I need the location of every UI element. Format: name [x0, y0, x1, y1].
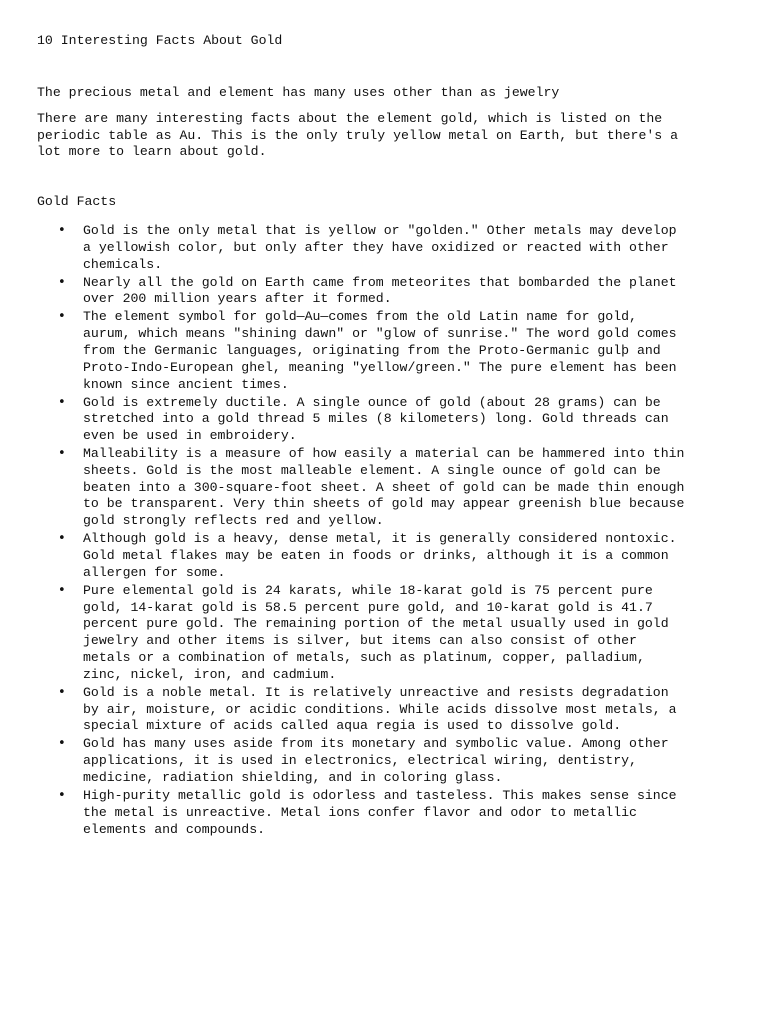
bullet-icon: •: [58, 222, 66, 238]
bullet-icon: •: [58, 274, 66, 290]
fact-text-line: the metal is unreactive. Metal ions confer flavor and odor to metallic: [83, 804, 637, 820]
fact-text-line: Malleability is a measure of how easily a material can be hammered into thin: [83, 446, 685, 462]
bullet-icon: •: [58, 582, 66, 598]
fact-text-line: metals or a combination of metals, such as platinum, copper, palladium,: [83, 650, 645, 666]
fact-list-item: [37, 309, 737, 393]
fact-text-line: Gold is a noble metal. It is relatively unreactive and resists degradation: [83, 684, 669, 700]
fact-text-line: medicine, radiation shielding, and in coloring glass.: [83, 769, 503, 785]
bullet-icon: •: [58, 684, 66, 700]
fact-text-line: chemicals.: [83, 256, 163, 272]
document-page: [37, 33, 737, 840]
fact-text-line: aurum, which means "shining dawn" or "glow of sunrise." The word gold comes: [83, 326, 677, 342]
fact-text-line: stretched into a gold thread 5 miles (8 kilometers) long. Gold threads can: [83, 411, 669, 427]
fact-list-item: [37, 275, 737, 309]
fact-text-line: known since ancient times.: [83, 376, 289, 392]
bullet-icon: •: [58, 309, 66, 325]
fact-text-line: zinc, nickel, iron, and cadmium.: [83, 666, 337, 682]
fact-text-line: even be used in embroidery.: [83, 428, 297, 444]
bullet-icon: •: [58, 531, 66, 547]
document-title: 10 Interesting Facts About Gold: [37, 33, 283, 48]
fact-text-line: Gold has many uses aside from its monetary and symbolic value. Among other: [83, 736, 669, 752]
fact-text-line: Although gold is a heavy, dense metal, it is generally considered nontoxic.: [83, 531, 677, 547]
fact-text-line: special mixture of acids called aqua regia is used to dissolve gold.: [83, 718, 622, 734]
fact-text-line: Gold metal flakes may be eaten in foods or drinks, although it is a common: [83, 548, 669, 564]
fact-list-item: [37, 395, 737, 445]
section-heading: Gold Facts: [37, 194, 117, 210]
fact-text-line: Proto-Indo-European ghel, meaning "yellow/green." The pure element has been: [83, 359, 677, 375]
fact-list-item: [37, 685, 737, 735]
intro-line: lot more to learn about gold.: [37, 144, 267, 160]
bullet-icon: •: [58, 787, 66, 803]
document-subtitle: The precious metal and element has many uses other than as jewelry: [37, 85, 560, 100]
fact-list-item: [37, 788, 737, 838]
fact-text-line: sheets. Gold is the most malleable element. A single ounce of gold can be: [83, 462, 661, 478]
intro-line: There are many interesting facts about the element gold, which is listed on the: [37, 110, 663, 126]
fact-text-line: Nearly all the gold on Earth came from meteorites that bombarded the planet: [83, 274, 677, 290]
fact-list-item: [37, 736, 737, 786]
fact-text-line: allergen for some.: [83, 564, 226, 580]
facts-list: [37, 223, 737, 838]
fact-text-line: jewelry and other items is silver, but items can also consist of other: [83, 633, 637, 649]
fact-text-line: Pure elemental gold is 24 karats, while 18-karat gold is 75 percent pure: [83, 582, 653, 598]
fact-text-line: a yellowish color, but only after they have oxidized or reacted with other: [83, 239, 669, 255]
fact-list-item: [37, 223, 737, 273]
fact-text-line: Gold is the only metal that is yellow or "golden." Other metals may develop: [83, 222, 677, 238]
intro-line: periodic table as Au. This is the only truly yellow metal on Earth, but there's a: [37, 127, 679, 143]
intro-paragraph: [37, 111, 737, 161]
fact-text-line: gold strongly reflects red and yellow.: [83, 513, 384, 529]
fact-text-line: The element symbol for gold—Au—comes from the old Latin name for gold,: [83, 309, 637, 325]
fact-text-line: from the Germanic languages, originating from the Proto-Germanic gulþ and: [83, 342, 661, 358]
fact-text-line: beaten into a 300-square-foot sheet. A sheet of gold can be made thin enough: [83, 479, 685, 495]
fact-text-line: over 200 million years after it formed.: [83, 291, 392, 307]
bullet-icon: •: [58, 736, 66, 752]
fact-text-line: percent pure gold. The remaining portion of the metal usually used in gold: [83, 616, 669, 632]
fact-list-item: [37, 531, 737, 581]
fact-text-line: Gold is extremely ductile. A single ounce of gold (about 28 grams) can be: [83, 394, 661, 410]
fact-text-line: to be transparent. Very thin sheets of gold may appear greenish blue because: [83, 496, 685, 512]
fact-list-item: [37, 583, 737, 684]
fact-text-line: High-purity metallic gold is odorless and tasteless. This makes sense since: [83, 787, 677, 803]
bullet-icon: •: [58, 394, 66, 410]
fact-text-line: elements and compounds.: [83, 821, 266, 837]
fact-text-line: by air, moisture, or acidic conditions. While acids dissolve most metals, a: [83, 701, 677, 717]
fact-text-line: gold, 14-karat gold is 58.5 percent pure gold, and 10-karat gold is 41.7: [83, 599, 653, 615]
fact-list-item: [37, 446, 737, 530]
bullet-icon: •: [58, 446, 66, 462]
fact-text-line: applications, it is used in electronics, electrical wiring, dentistry,: [83, 753, 637, 769]
